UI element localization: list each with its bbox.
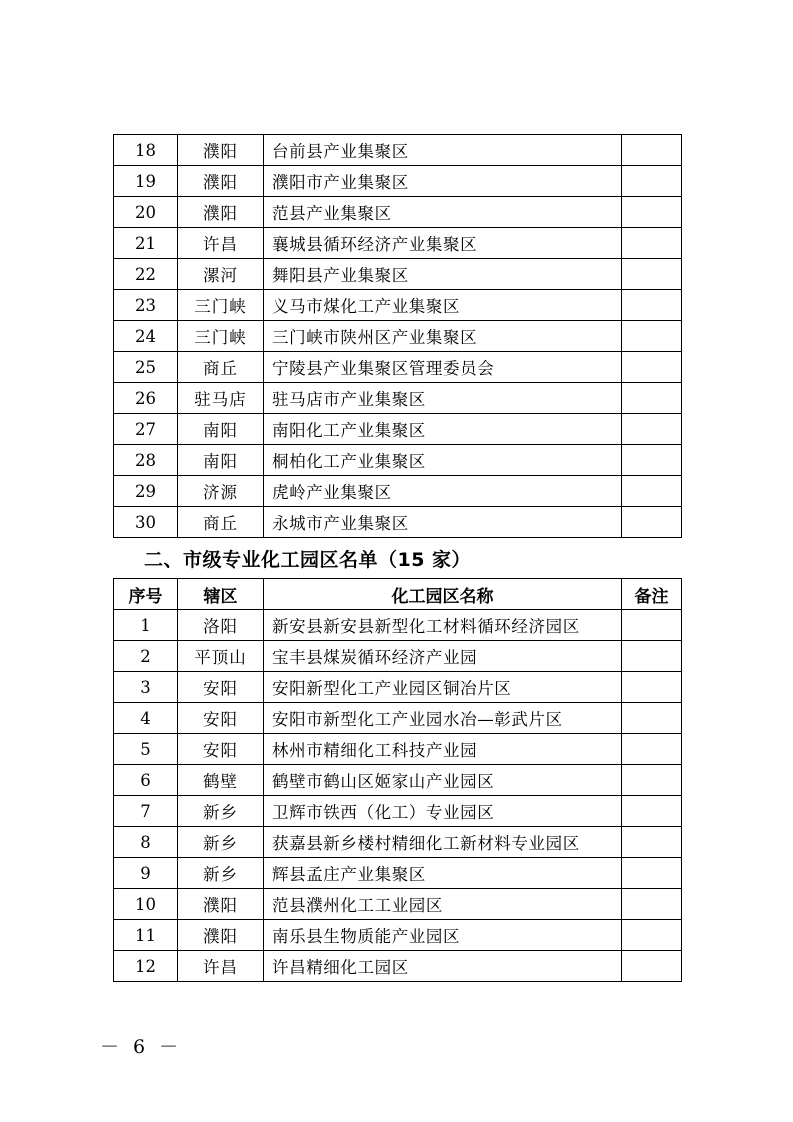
table-row (114, 641, 682, 672)
table-row (114, 765, 682, 796)
row-serial-number: 4 (114, 703, 178, 734)
section-heading: 二、市级专业化工园区名单（15 家） (144, 549, 472, 571)
row-remarks (622, 889, 682, 920)
row-remarks (622, 197, 682, 228)
row-remarks (622, 827, 682, 858)
table-row (114, 920, 682, 951)
table-row (114, 796, 682, 827)
row-park-name: 南乐县生物质能产业园区 (264, 920, 622, 951)
row-serial-number: 22 (114, 259, 178, 290)
row-park-name: 安阳新型化工产业园区铜冶片区 (264, 672, 622, 703)
row-park-name: 南阳化工产业集聚区 (264, 414, 622, 445)
row-jurisdiction: 许昌 (178, 951, 264, 982)
table-row (114, 889, 682, 920)
row-serial-number: 26 (114, 383, 178, 414)
row-remarks (622, 383, 682, 414)
row-serial-number: 2 (114, 641, 178, 672)
row-serial-number: 19 (114, 166, 178, 197)
row-remarks (622, 166, 682, 197)
row-serial-number: 20 (114, 197, 178, 228)
row-park-name: 许昌精细化工园区 (264, 951, 622, 982)
table-row (114, 734, 682, 765)
row-park-name: 获嘉县新乡楼村精细化工新材料专业园区 (264, 827, 622, 858)
row-serial-number: 29 (114, 476, 178, 507)
row-jurisdiction: 南阳 (178, 445, 264, 476)
table-row (114, 383, 682, 414)
row-jurisdiction: 新乡 (178, 827, 264, 858)
row-jurisdiction: 商丘 (178, 507, 264, 538)
row-remarks (622, 858, 682, 889)
row-remarks (622, 765, 682, 796)
table-row (114, 259, 682, 290)
table-row (114, 414, 682, 445)
row-park-name: 台前县产业集聚区 (264, 135, 622, 166)
row-jurisdiction: 济源 (178, 476, 264, 507)
row-jurisdiction: 驻马店 (178, 383, 264, 414)
row-remarks (622, 796, 682, 827)
row-jurisdiction: 安阳 (178, 703, 264, 734)
park-table-continued (113, 134, 682, 538)
row-jurisdiction: 商丘 (178, 352, 264, 383)
header-remarks: 备注 (622, 579, 682, 610)
row-remarks (622, 734, 682, 765)
header-serial-number: 序号 (114, 579, 178, 610)
table-row (114, 352, 682, 383)
municipal-park-table (113, 578, 682, 982)
table-row (114, 476, 682, 507)
row-park-name: 宁陵县产业集聚区管理委员会 (264, 352, 622, 383)
row-jurisdiction: 濮阳 (178, 920, 264, 951)
row-jurisdiction: 南阳 (178, 414, 264, 445)
row-jurisdiction: 三门峡 (178, 290, 264, 321)
row-park-name: 永城市产业集聚区 (264, 507, 622, 538)
header-park-name: 化工园区名称 (264, 579, 622, 610)
row-park-name: 虎岭产业集聚区 (264, 476, 622, 507)
row-remarks (622, 703, 682, 734)
row-serial-number: 23 (114, 290, 178, 321)
row-remarks (622, 507, 682, 538)
row-jurisdiction: 洛阳 (178, 610, 264, 641)
row-park-name: 驻马店市产业集聚区 (264, 383, 622, 414)
row-remarks (622, 228, 682, 259)
row-park-name: 范县产业集聚区 (264, 197, 622, 228)
row-remarks (622, 951, 682, 982)
table-row (114, 321, 682, 352)
row-park-name: 桐柏化工产业集聚区 (264, 445, 622, 476)
row-park-name: 襄城县循环经济产业集聚区 (264, 228, 622, 259)
municipal-park-table-body (114, 610, 682, 982)
row-serial-number: 24 (114, 321, 178, 352)
row-jurisdiction: 漯河 (178, 259, 264, 290)
row-remarks (622, 476, 682, 507)
row-jurisdiction: 安阳 (178, 672, 264, 703)
row-serial-number: 12 (114, 951, 178, 982)
table-row (114, 672, 682, 703)
row-jurisdiction: 三门峡 (178, 321, 264, 352)
row-remarks (622, 290, 682, 321)
row-remarks (622, 352, 682, 383)
park-table-continued-body (114, 135, 682, 538)
table-row (114, 166, 682, 197)
page-number: － 6 － (100, 1036, 183, 1058)
row-serial-number: 30 (114, 507, 178, 538)
table-row (114, 197, 682, 228)
row-remarks (622, 920, 682, 951)
row-serial-number: 25 (114, 352, 178, 383)
row-serial-number: 21 (114, 228, 178, 259)
row-jurisdiction: 平顶山 (178, 641, 264, 672)
table-header-row (114, 579, 682, 610)
row-park-name: 义马市煤化工产业集聚区 (264, 290, 622, 321)
row-serial-number: 5 (114, 734, 178, 765)
row-serial-number: 6 (114, 765, 178, 796)
row-jurisdiction: 濮阳 (178, 197, 264, 228)
row-serial-number: 10 (114, 889, 178, 920)
row-serial-number: 11 (114, 920, 178, 951)
row-serial-number: 28 (114, 445, 178, 476)
row-park-name: 三门峡市陕州区产业集聚区 (264, 321, 622, 352)
table-row (114, 610, 682, 641)
table-row (114, 703, 682, 734)
row-park-name: 濮阳市产业集聚区 (264, 166, 622, 197)
row-serial-number: 7 (114, 796, 178, 827)
row-remarks (622, 259, 682, 290)
table-row (114, 228, 682, 259)
table-row (114, 827, 682, 858)
row-jurisdiction: 安阳 (178, 734, 264, 765)
row-park-name: 卫辉市铁西（化工）专业园区 (264, 796, 622, 827)
table-row (114, 951, 682, 982)
row-park-name: 林州市精细化工科技产业园 (264, 734, 622, 765)
row-remarks (622, 321, 682, 352)
row-jurisdiction: 鹤壁 (178, 765, 264, 796)
row-serial-number: 27 (114, 414, 178, 445)
row-park-name: 安阳市新型化工产业园水冶—彰武片区 (264, 703, 622, 734)
row-remarks (622, 445, 682, 476)
row-park-name: 舞阳县产业集聚区 (264, 259, 622, 290)
row-serial-number: 1 (114, 610, 178, 641)
row-remarks (622, 135, 682, 166)
row-park-name: 鹤壁市鹤山区姬家山产业园区 (264, 765, 622, 796)
row-remarks (622, 641, 682, 672)
row-serial-number: 18 (114, 135, 178, 166)
row-park-name: 辉县孟庄产业集聚区 (264, 858, 622, 889)
row-jurisdiction: 濮阳 (178, 135, 264, 166)
row-serial-number: 9 (114, 858, 178, 889)
row-jurisdiction: 濮阳 (178, 889, 264, 920)
table-row (114, 507, 682, 538)
row-park-name: 新安县新安县新型化工材料循环经济园区 (264, 610, 622, 641)
row-remarks (622, 610, 682, 641)
row-park-name: 范县濮州化工工业园区 (264, 889, 622, 920)
table-row (114, 858, 682, 889)
table-row (114, 290, 682, 321)
row-jurisdiction: 新乡 (178, 858, 264, 889)
row-jurisdiction: 新乡 (178, 796, 264, 827)
row-park-name: 宝丰县煤炭循环经济产业园 (264, 641, 622, 672)
row-serial-number: 8 (114, 827, 178, 858)
row-remarks (622, 414, 682, 445)
row-serial-number: 3 (114, 672, 178, 703)
table-row (114, 445, 682, 476)
row-remarks (622, 672, 682, 703)
row-jurisdiction: 许昌 (178, 228, 264, 259)
row-jurisdiction: 濮阳 (178, 166, 264, 197)
table-row (114, 135, 682, 166)
header-jurisdiction: 辖区 (178, 579, 264, 610)
